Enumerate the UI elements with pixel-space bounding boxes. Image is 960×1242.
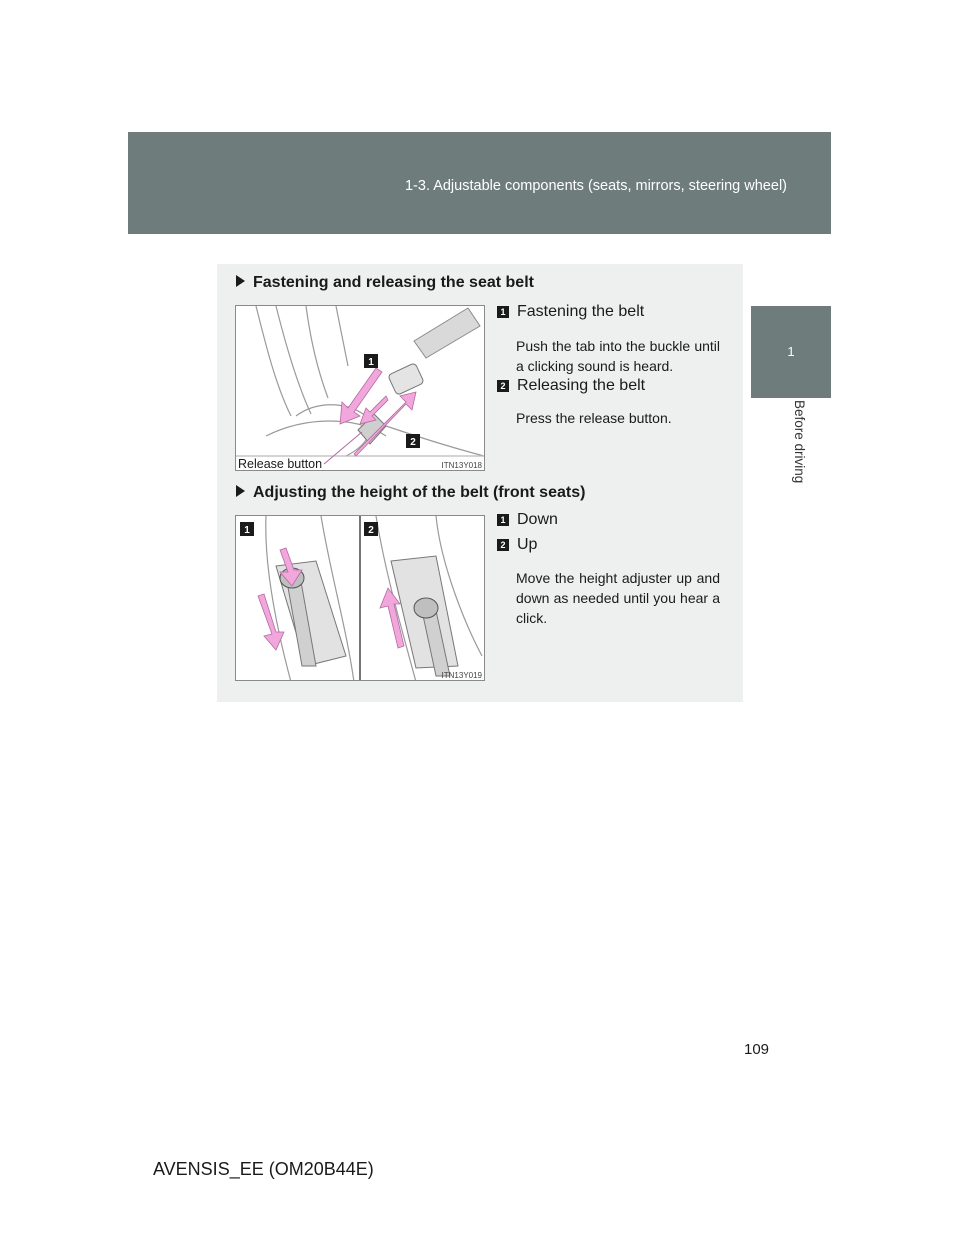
svg-text:1: 1 [244,525,250,536]
step-releasing [497,377,645,395]
chapter-number: 1 [787,344,795,359]
figure-height-adjuster [235,515,485,681]
triangle-bullet-icon [236,275,245,287]
step-label: Fastening the belt [517,303,645,320]
page-number: 109 [744,1041,770,1058]
figure-seat-belt-buckle [235,305,485,471]
section-heading-fastening [236,274,534,292]
figure-code: ITN13Y018 [441,461,482,470]
heading-text: Adjusting the height of the belt (front seats) [253,484,586,501]
svg-text:2: 2 [368,525,374,536]
chapter-tab [751,306,831,398]
svg-text:2: 2 [410,437,416,448]
step-description-releasing: Press the release button. [516,410,672,426]
step-description-fastening: Push the tab into the buckle until a clicking sound is heard. [516,338,720,374]
step-label: Down [517,511,558,528]
step-number-badge: 1 [497,306,509,318]
heading-text: Fastening and releasing the seat belt [253,274,534,291]
step-down [497,511,558,529]
step-up [497,536,537,554]
seat-belt-illustration [236,306,484,470]
chapter-label: Before driving [792,400,807,484]
document-code: AVENSIS_EE (OM20B44E) [153,1159,374,1179]
adjuster-description: Move the height adjuster up and down as needed until you hear a click. [516,570,720,626]
step-fastening [497,303,644,321]
section-heading-height [236,484,585,502]
step-number-badge: 2 [497,380,509,392]
svg-text:1: 1 [368,357,374,368]
step-label: Up [517,536,538,553]
page-header [128,132,831,234]
figure-code: ITN13Y019 [441,671,482,680]
callout-release-button: Release button [238,457,323,470]
triangle-bullet-icon [236,485,245,497]
height-adjuster-illustration [236,516,484,681]
header-title: 1-3. Adjustable components (seats, mirrors, steering wheel) [404,178,787,194]
step-number-badge: 2 [497,539,509,551]
step-label: Releasing the belt [517,377,646,394]
step-number-badge: 1 [497,514,509,526]
